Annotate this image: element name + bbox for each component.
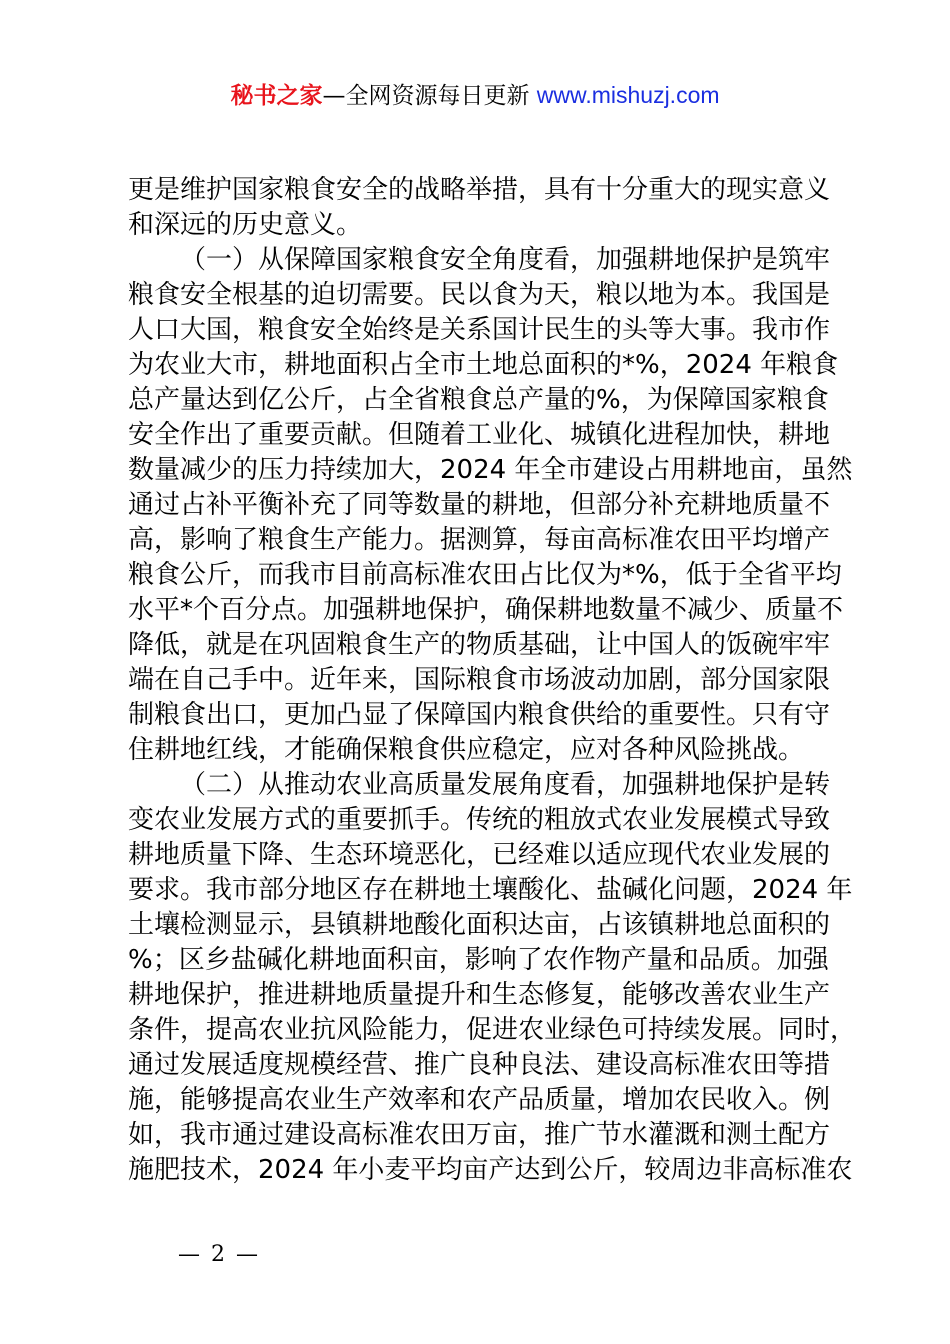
text-line: 安全作出了重要贡献。但随着工业化、城镇化进程加快，耕地 (128, 420, 831, 450)
paragraph-heading-line: （一）从保障国家粮食安全角度看，加强耕地保护是筑牢 (180, 245, 831, 275)
text-line: 人口大国，粮食安全始终是关系国计民生的头等大事。我市作 (128, 315, 831, 345)
text-line: 和深远的历史意义。 (128, 210, 363, 240)
site-header (0, 78, 950, 113)
text-line: 施，能够提高农业生产效率和农产品质量，增加农民收入。例 (128, 1085, 831, 1115)
text-line: 为农业大市，耕地面积占全市土地总面积的*%，2024 年粮食 (128, 350, 839, 380)
text-line: 粮食安全根基的迫切需要。民以食为天，粮以地为本。我国是 (128, 280, 831, 310)
text-line: 通过发展适度规模经营、推广良种良法、建设高标准农田等措 (128, 1050, 831, 1080)
text-line: 高，影响了粮食生产能力。据测算，每亩高标准农田平均增产 (128, 525, 831, 555)
text-line: 通过占补平衡补充了同等数量的耕地，但部分补充耕地质量不 (128, 490, 831, 520)
site-name: 秘书之家 (230, 83, 323, 109)
text-line: 如，我市通过建设高标准农田万亩，推广节水灌溉和测土配方 (128, 1120, 831, 1150)
text-line: 施肥技术，2024 年小麦平均亩产达到公斤，较周边非高标准农 (128, 1155, 853, 1185)
text-line: 制粮食出口，更加凸显了保障国内粮食供给的重要性。只有守 (128, 700, 831, 730)
text-line: 条件，提高农业抗风险能力，促进农业绿色可持续发展。同时， (128, 1015, 857, 1045)
text-line: 住耕地红线，才能确保粮食供应稳定，应对各种风险挑战。 (128, 735, 805, 765)
document-body (128, 173, 857, 1188)
text-line: 端在自己手中。近年来，国际粮食市场波动加剧，部分国家限 (128, 665, 831, 695)
text-line: 耕地质量下降、生态环境恶化，已经难以适应现代农业发展的 (128, 840, 831, 870)
page-number: — 2 — (178, 1242, 260, 1267)
site-tagline: —全网资源每日更新 (322, 83, 530, 109)
text-line: 水平*个百分点。加强耕地保护，确保耕地数量不减少、质量不 (128, 595, 844, 625)
text-line: 要求。我市部分地区存在耕地土壤酸化、盐碱化问题，2024 年 (128, 875, 853, 905)
text-line: 数量减少的压力持续加大，2024 年全市建设占用耕地亩，虽然 (128, 455, 853, 485)
text-line: 总产量达到亿公斤，占全省粮食总产量的%，为保障国家粮食 (128, 385, 829, 415)
text-line: 更是维护国家粮食安全的战略举措，具有十分重大的现实意义 (128, 175, 831, 205)
text-line: 耕地保护，推进耕地质量提升和生态修复，能够改善农业生产 (128, 980, 831, 1010)
text-line: 降低，就是在巩固粮食生产的物质基础，让中国人的饭碗牢牢 (128, 630, 831, 660)
text-line: 变农业发展方式的重要抓手。传统的粗放式农业发展模式导致 (128, 805, 831, 835)
text-line: 土壤检测显示，县镇耕地酸化面积达亩，占该镇耕地总面积的 (128, 910, 831, 940)
text-line: 粮食公斤，而我市目前高标准农田占比仅为*%，低于全省平均 (128, 560, 842, 590)
paragraph-heading-line: （二）从推动农业高质量发展角度看，加强耕地保护是转 (180, 770, 831, 800)
site-url-link[interactable]: www.mishuzj.com (536, 82, 720, 108)
text-line: %；区乡盐碱化耕地面积亩，影响了农作物产量和品质。加强 (128, 945, 829, 975)
